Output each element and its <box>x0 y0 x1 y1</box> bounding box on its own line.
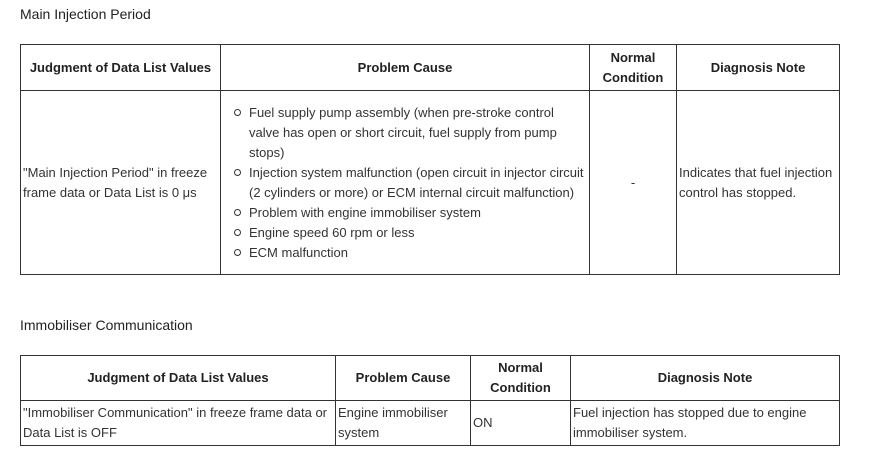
header-problem-cause: Problem Cause <box>336 356 471 401</box>
normal-condition-cell: - <box>590 91 677 275</box>
header-diagnosis-note: Diagnosis Note <box>677 45 840 91</box>
diagnosis-note-cell: Indicates that fuel injection control has stopped. <box>677 91 840 275</box>
table-header-row <box>21 45 840 91</box>
immobiliser-communication-table <box>20 355 840 446</box>
section-title-immobiliser-communication: Immobiliser Communication <box>20 317 193 333</box>
header-diagnosis-note: Diagnosis Note <box>571 356 840 401</box>
header-normal-condition: Normal Condition <box>471 356 571 401</box>
cause-list-item: Engine speed 60 rpm or less <box>249 223 587 243</box>
diagnosis-note-cell: Fuel injection has stopped due to engine immobiliser system. <box>571 401 840 446</box>
table-row <box>21 91 840 275</box>
table-row <box>21 401 840 446</box>
section-title-main-injection-period: Main Injection Period <box>20 6 151 22</box>
header-normal-condition: Normal Condition <box>590 45 677 91</box>
header-judgment: Judgment of Data List Values <box>21 356 336 401</box>
cause-list-item: Problem with engine immobiliser system <box>249 203 587 223</box>
header-problem-cause: Problem Cause <box>221 45 590 91</box>
table-header-row <box>21 356 840 401</box>
main-injection-period-table <box>20 44 840 275</box>
judgment-cell: "Main Injection Period" in freeze frame data or Data List is 0 μs <box>21 91 221 275</box>
cause-list <box>223 103 587 263</box>
cause-list-item: Injection system malfunction (open circuit in injector circuit (2 cylinders or more) or ECM internal circuit malfunction) <box>249 163 587 203</box>
normal-condition-cell: ON <box>471 401 571 446</box>
problem-cause-cell <box>221 91 590 275</box>
judgment-cell: "Immobiliser Communication" in freeze frame data or Data List is OFF <box>21 401 336 446</box>
cause-list-item: Fuel supply pump assembly (when pre-stroke control valve has open or short circuit, fuel supply from pump stops) <box>249 103 587 163</box>
problem-cause-cell: Engine immobiliser system <box>336 401 471 446</box>
cause-list-item: ECM malfunction <box>249 243 587 263</box>
header-judgment: Judgment of Data List Values <box>21 45 221 91</box>
